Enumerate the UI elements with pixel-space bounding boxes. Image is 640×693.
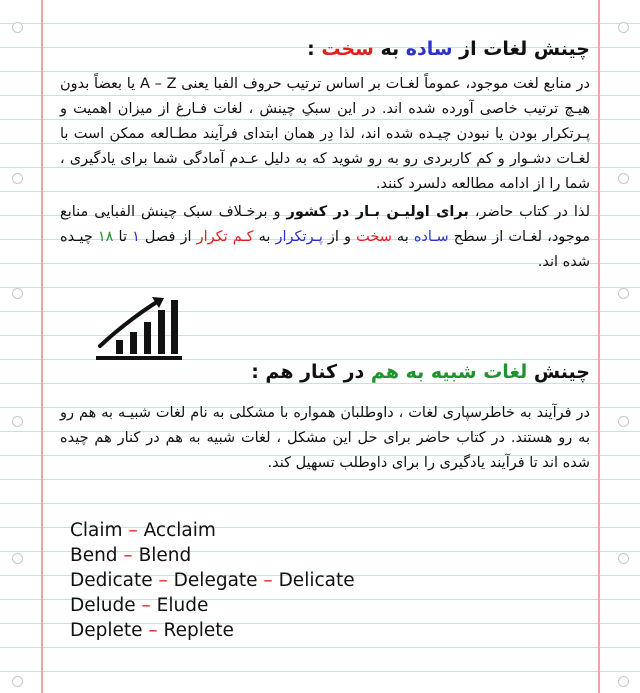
binder-hole: [618, 173, 629, 184]
similar-words-list: [70, 518, 355, 643]
word-pair-row: Dedicate – Delegate – Delicate: [70, 570, 355, 591]
binder-hole: [12, 22, 23, 33]
binder-hole: [618, 553, 629, 564]
binder-hole: [12, 676, 23, 687]
binder-hole: [12, 173, 23, 184]
word-pair-row: Delude – Elude: [70, 595, 209, 616]
binder-hole: [618, 676, 629, 687]
section1-paragraph2: لذا در کتاب حاضر، برای اولیـن بـار در کشور و برخـلاف سبک چینش الفبایی منابع موجود، لغـات از سطح سـاده به سخت و از پـرتکرار به کـم تکرار از فصل ۱ تا ۱۸ چیـده شده اند.: [60, 204, 590, 270]
section2-paragraph: در فرآیند به خاطرسپاری لغات ، داوطلبان همواره با مشکلی به نام لغات شبیـه به هم رو به رو هستند. در کتاب حاضر برای حل این مشکل ، لغات شبیه به هم در کنار هم چیده شده اند تا فرآیند یادگیری را برای داوطلب تسهیل کند.: [60, 405, 590, 471]
binder-hole: [12, 416, 23, 427]
binder-hole: [618, 22, 629, 33]
binder-hole: [618, 288, 629, 299]
word-pair-row: Deplete – Replete: [70, 620, 234, 641]
section1-paragraph1: در منابع لغت موجود، عموماً لغـات بر اساس ترتیب حروف الفبا یعنی A – Z یا بعضاً بدون هیـچ ترتیب خاصی آورده شده اند. در این سبکِ چینش ، لغات فـارغ از میزان اهمیت و پـرتکرار بودن یا نبودن چیـده شده اند، لذا دِر همان ابتدای فرآیند مطـالعه ممکن است با لغـات دشـوار و کم کاربردی رو به رو شوید که به دلیل عـدم آمادگی شما برای یادگیری ، شما را از ادامه مطالعه دلسرد کنند.: [60, 76, 590, 192]
word-pair-row: Bend – Blend: [70, 545, 192, 566]
binder-hole: [12, 553, 23, 564]
binder-hole: [12, 288, 23, 299]
binder-hole: [618, 416, 629, 427]
word-pair-row: Claim – Acclaim: [70, 520, 216, 541]
section1-heading: چینش لغات از ساده به سخت :: [307, 38, 590, 60]
rising-bar-chart-icon: [94, 294, 184, 364]
section2-heading: چینش لغات شبیه به هم در کنار هم :: [251, 361, 590, 383]
page-content: [60, 30, 590, 476]
